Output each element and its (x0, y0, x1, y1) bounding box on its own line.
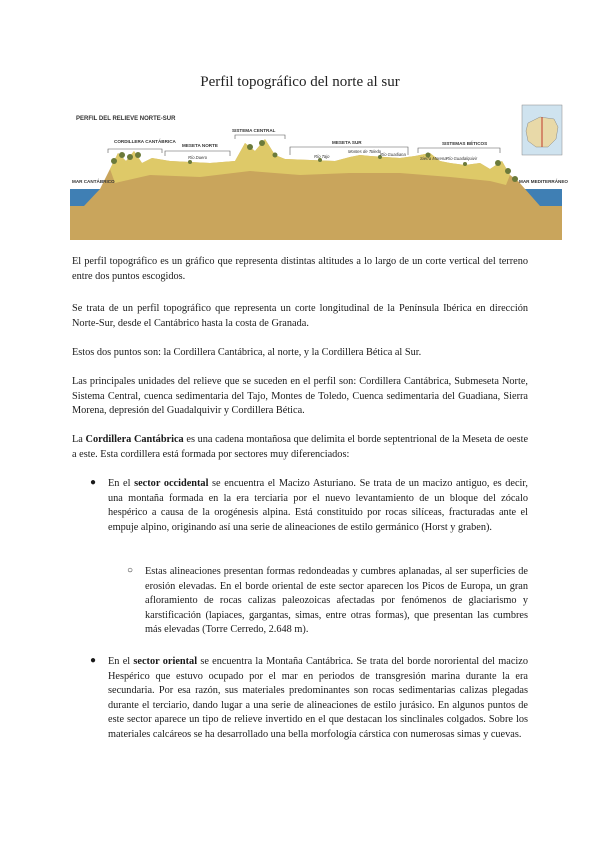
bullet-1-bold: sector occidental (134, 478, 209, 489)
label-mar-mediterraneo: MAR MEDITERRÁNEO (519, 179, 568, 184)
label-meseta-sur: MESETA SUR (332, 140, 362, 145)
label-sistemas-beticos: SISTEMAS BÉTICOS (442, 141, 488, 146)
label-rio-guadiana: Río Guadiana (380, 152, 406, 157)
label-rio-guadalquivir: Río Guadalquivir (446, 156, 478, 161)
paragraph-5-pre: La (72, 434, 86, 445)
bullet-marker-1: ● (90, 477, 97, 488)
sub-bullet-1-text: Estas alineaciones presentan formas redondeadas y cumbres aplanadas, al ser superficies de erosión elevadas. En el borde oriental de este sector aparecen los Picos de Europa, un gran afloramiento de rocas calizas paleozoicas afectadas por fenómenos de glaciarismo y karstificación (lapiaces, gargantas, simas, entre otras formas), que presentan las cumbres más elevadas (Torre Cerredo, 2.648 m). (145, 566, 528, 636)
label-sierra-morena: Sierra Morena (420, 156, 447, 161)
bullet-2-post: se encuentra la Montaña Cantábrica. Se trata del borde nororiental del macizo Hespérico que estuvo ocupado por el mar en periodos de transgresión marina durante la era secundaria. Por esa razón, sus materiales predominantes son rocas sedimentarias calizas plegadas durante el terciario, dando lugar a una serie de alineaciones de estilo jurásico. En algunos puntos de este sector aparece un tipo de relieve invertido en el que destacan los sinclinales colgados. Sobre los materiales calcáreos se ha desarrollado una bella morfología cárstica con numerosas simas y cuevas. (108, 656, 528, 740)
bullet-1-pre: En el (108, 478, 135, 489)
bullet-2-pre: En el (108, 656, 134, 667)
page-title: Perfil topográfico del norte al sur (200, 74, 400, 90)
bullet-2 (108, 655, 528, 743)
inset-map (522, 105, 562, 155)
bullet-2-bold: sector oriental (133, 656, 198, 667)
label-sistema-central: SISTEMA CENTRAL (232, 128, 276, 133)
paragraph-4 (72, 375, 528, 419)
paragraph-3-text: Estos dos puntos son: la Cordillera Cantábrica, al norte, y la Cordillera Bética al Sur. (72, 347, 422, 358)
label-mar-cantabrico: MAR CANTÁBRICO (72, 179, 115, 184)
paragraph-2-text: Se trata de un perfil topográfico que representa un corte longitudinal de la Península Ibérica en dirección Norte-Sur, desde el Cantábrico hasta la costa de Granada. (72, 303, 528, 329)
figure-heading: PERFIL DEL RELIEVE NORTE-SUR (76, 116, 176, 122)
label-meseta-norte: MESETA NORTE (182, 143, 218, 148)
paragraph-5 (72, 433, 528, 462)
paragraph-4-text: Las principales unidades del relieve que se suceden en el perfil son: Cordillera Cantábrica, Submeseta Norte, Sistema Central, cuenca sedimentaria del Tajo, Montes de Toledo, Cuenca sedimentaria del Guadiana, Sierra Morena, depresión del Guadalquivir y Cordillera Bética. (72, 376, 528, 417)
paragraph-5-bold: Cordillera Cantábrica (85, 434, 184, 445)
paragraph-2 (72, 302, 528, 331)
bullet-marker-2: ● (90, 655, 97, 666)
label-rio-tajo: Río Tajo (314, 154, 330, 159)
sub-bullet-1 (145, 565, 528, 638)
label-rio-duero: Río Duero (188, 155, 208, 160)
label-cordillera-cantabrica: CORDILLERA CANTÁBRICA (114, 139, 176, 144)
paragraph-5-post: es una cadena montañosa que delimita el borde septentrional de la Meseta de oeste a este. Esta cordillera está formada por sectores muy diferenciados: (72, 434, 529, 460)
bullet-1 (108, 477, 528, 535)
paragraph-3 (72, 346, 528, 361)
bullet-1-post: se encuentra el Macizo Asturiano. Se trata de un macizo antiguo, es decir, una montaña formada en la era terciaria por el nuevo levantamiento de un bloque del zócalo hespérico a causa de la orogénesis alpina. Está constituido por rocas silíceas, fracturadas ante el empuje alpino, originando así una serie de alineaciones de estilo germánico (Horst y graben). (108, 478, 528, 533)
label-montes-toledo: Montes de Toledo (348, 149, 382, 154)
sub-bullet-marker-1: ○ (127, 565, 134, 576)
topographic-profile-figure (70, 103, 568, 240)
paragraph-1 (72, 255, 528, 284)
paragraph-1-text: El perfil topográfico es un gráfico que representa distintas altitudes a lo largo de un corte vertical del terreno entre dos puntos escogidos. (72, 256, 528, 282)
